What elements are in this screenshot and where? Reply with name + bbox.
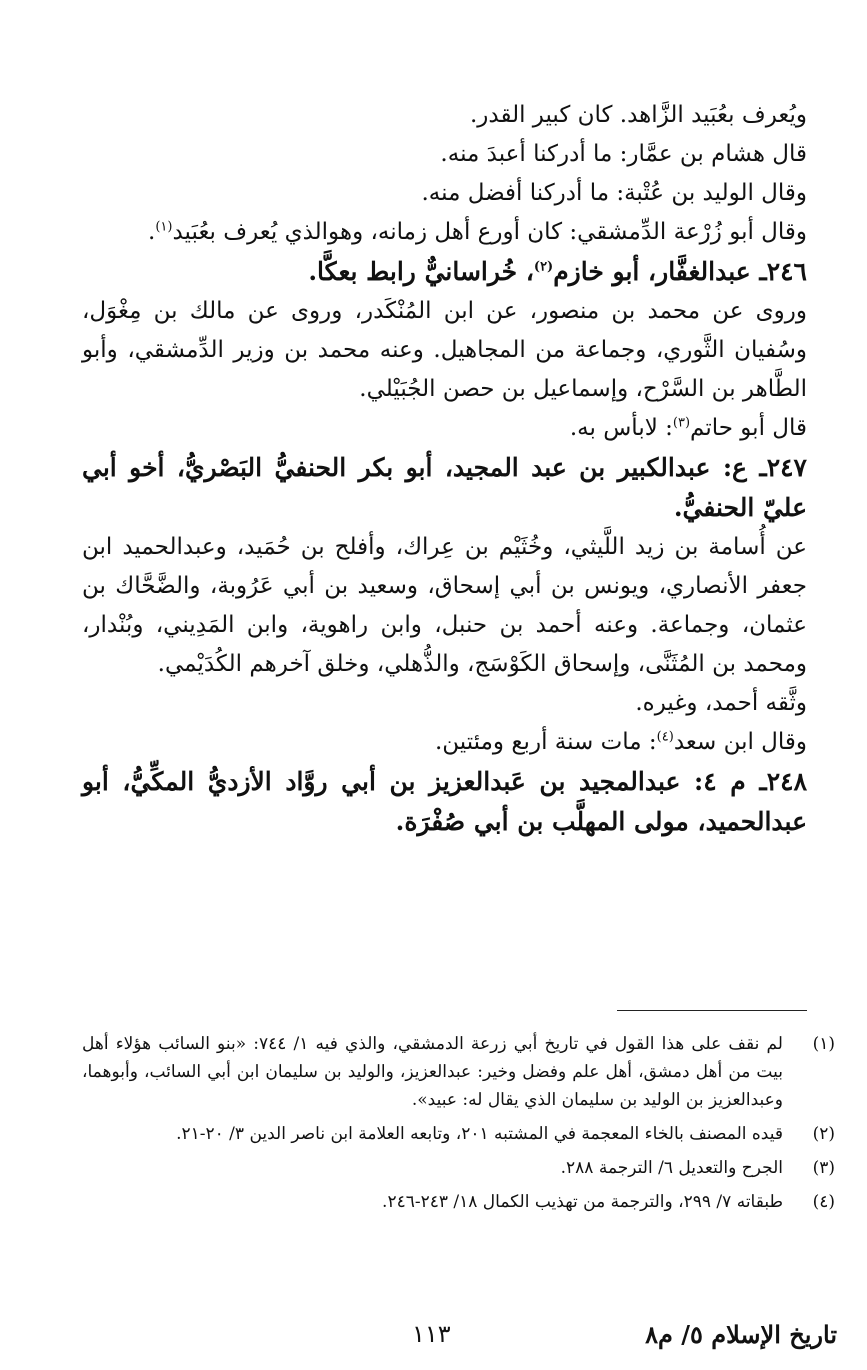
footnote	[82, 1120, 835, 1148]
entry-heading-248: ٢٤٨ـ م ٤: عبدالمجيد بن عَبدالعزيز بن أبي روَّاد الأزديُّ المكِّيُّ، أبو عبدالحميد، مولى المهلَّب بن أبي صُفْرَة.	[82, 767, 808, 836]
footnote-text: طبقاته ٧/ ٢٩٩، والترجمة من تهذيب الكمال ١٨/ ٢٤٣-٢٤٦.	[382, 1192, 783, 1212]
page-footer	[32, 1320, 837, 1360]
footnote-number: (٣)	[812, 1158, 835, 1178]
footnote-text: الجرح والتعديل ٦/ الترجمة ٢٨٨.	[560, 1158, 783, 1178]
paragraph: قال هشام بن عمَّار: ما أدركنا أعبدَ منه.	[440, 141, 807, 167]
footnote-text: قيده المصنف بالخاء المعجمة في المشتبه ٢٠١، وتابعه العلامة ابن ناصر الدين ٣/ ٢٠-٢١.	[176, 1124, 783, 1144]
entry-heading-246: ٢٤٦ـ عبدالغفَّار، أبو خازم$^{(٢)}$، خُراسانيٌّ رابط بعكَّا.	[308, 257, 807, 286]
footnote-number: (٢)	[812, 1124, 835, 1144]
paragraph: وثَّقه أحمد، وغيره.	[635, 690, 807, 716]
footnote	[82, 1188, 835, 1216]
paragraph: قال أبو حاتم$^{(٣)}$: لابأس به.	[569, 415, 807, 441]
footnote	[82, 1030, 835, 1114]
paragraph: وقال أبو زُرْعة الدِّمشقي: كان أورع أهل زمانه، وهوالذي يُعرف بعُبَيد$^{(١)}$.	[148, 219, 807, 245]
paragraph: وقال ابن سعد$^{(٤)}$: مات سنة أربع ومئتين.	[434, 729, 807, 755]
footnotes	[82, 1030, 835, 1222]
footnote-ref[interactable]: (١)	[155, 219, 173, 235]
footnote-number: (١)	[812, 1034, 835, 1054]
paragraph: ويُعرف بعُبَيد الزَّاهد. كان كبير القدر.	[469, 102, 807, 128]
paragraph: عن أُسامة بن زيد اللَّيثي، وخُثَيْم بن عِراك، وأفلح بن حُمَيد، وعبدالحميد ابن جعفر الأنصاري، ويونس بن أبي إسحاق، وسعيد بن أبي عَرُوبة، والضَّحَّاك بن عثمان، وجماعة. وعنه أحمد بن حنبل، وابن راهوية، وابن المَدِيني، وبُنْدار، ومحمد بن المُثَنَّى، وإسحاق الكَوْسَج، والذُّهلي، وخلق آخرهم الكُدَيْمي.	[82, 534, 807, 677]
footnote-number: (٤)	[812, 1192, 835, 1212]
footnote-ref[interactable]: (٣)	[672, 415, 691, 431]
footnote-divider	[617, 1010, 807, 1011]
footnote-ref[interactable]: (٢)	[533, 259, 554, 275]
paragraph: وقال الوليد بن عُتْبة: ما أدركنا أفضل منه.	[421, 180, 807, 206]
page-number: ١١٣	[412, 1320, 451, 1348]
paragraph: وروى عن محمد بن منصور، عن ابن المُنْكَدر، وروى عن مالك بن مِغْوَل، وسُفيان الثَّوري، وجماعة من المجاهيل. وعنه محمد بن وزير الدِّمشقي، وأبو الطَّاهر بن السَّرْح، وإسماعيل بن حصن الجُبَيْلي.	[82, 298, 807, 402]
main-text	[82, 96, 807, 842]
footnote	[82, 1154, 835, 1182]
footnote-ref[interactable]: (٤)	[656, 729, 674, 745]
book-title: تاريخ الإسلام ٥/ م٨	[645, 1320, 837, 1349]
footnote-text: لم نقف على هذا القول في تاريخ أبي زرعة الدمشقي، والذي فيه ١/ ٧٤٤: «بنو السائب هؤلاء أهل بيت من أهل دمشق، أهل علم وفضل وخير: عبدالعزيز، والوليد بن سليمان ابن أبي السائب، وأبوهما، وعبدالعزيز بن الوليد بن سليمان الذي يقال له: عبيد».	[82, 1034, 783, 1110]
entry-heading-247: ٢٤٧ـ ع: عبدالكبير بن عبد المجيد، أبو بكر الحنفيُّ البَصْريُّ، أخو أبي عليّ الحنفيُّ.	[82, 453, 807, 522]
